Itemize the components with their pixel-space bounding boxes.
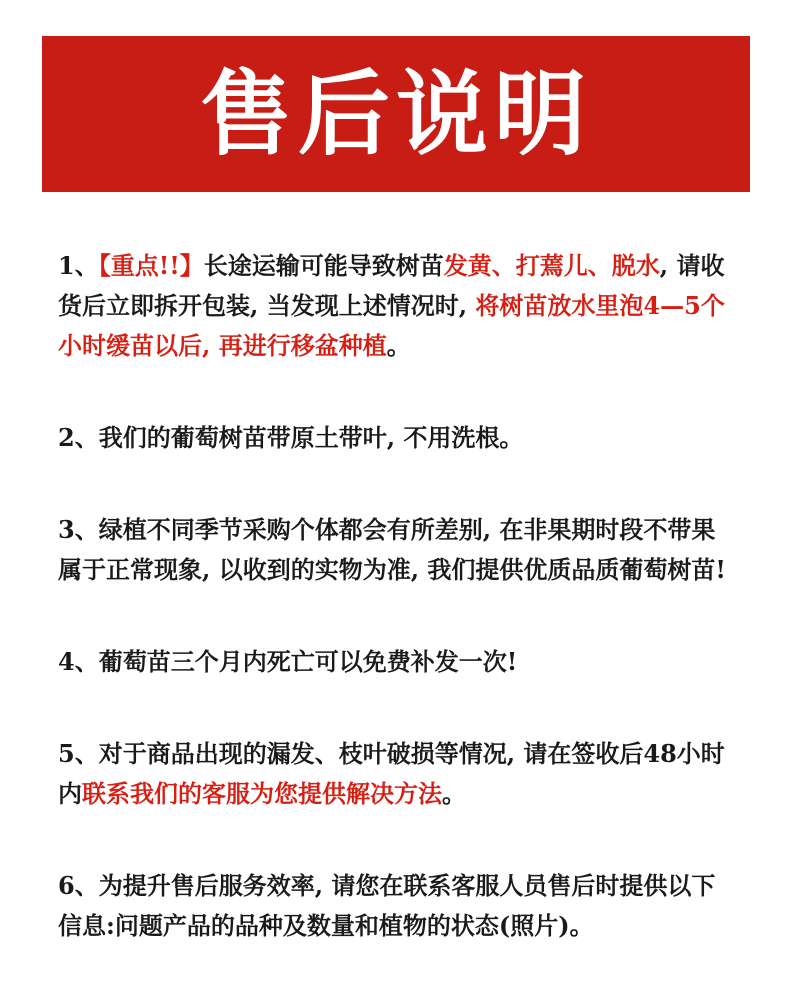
- notice-item-6-segment: 6、为提升售后服务效率, 请您在联系客服人员售后时提供以下信息:问题产品的品种及数量和植物的状态(照片)。: [58, 871, 716, 940]
- notice-item-5-segment: 联系我们的客服为您提供解决方法: [82, 779, 442, 808]
- page-title: 售后说明: [199, 60, 592, 168]
- notice-item-1-segment: 长途运输可能导致树苗: [203, 251, 444, 280]
- notice-item-2: [58, 418, 738, 458]
- notice-item-4-segment: 4、葡萄苗三个月内死亡可以免费补发一次!: [58, 647, 518, 676]
- notice-item-2-segment: 2、我们的葡萄树苗带原土带叶, 不用洗根。: [58, 423, 524, 452]
- notice-item-1-segment: 1、: [58, 251, 99, 280]
- notice-item-1-segment: 将树苗放水里泡4—5个小时缓苗以后, 再进行移盆种植: [58, 291, 725, 360]
- notice-item-3-segment: 3、绿植不同季节采购个体都会有所差别, 在非果期时段不带果属于正常现象, 以收到的实物为准, 我们提供优质品质葡萄树苗!: [58, 515, 726, 584]
- notice-item-1-segment: 。: [386, 331, 411, 360]
- notice-item-5: [58, 734, 738, 814]
- notice-item-6: [58, 866, 738, 946]
- notice-item-5-segment: 5、对于商品出现的漏发、枝叶破损等情况, 请在签收后48小时内: [58, 739, 725, 808]
- notice-item-1-segment: 发黄、打蔫儿、脱水: [443, 251, 660, 280]
- notice-item-5-segment: 。: [442, 779, 466, 808]
- notice-item-1-segment: 【重点!!】: [98, 251, 204, 280]
- notice-item-1: [58, 246, 738, 366]
- notice-item-4: [58, 642, 738, 682]
- notice-item-1-segment: , 请收货后立即拆开包装, 当发现上述情况时,: [58, 251, 725, 320]
- after-sales-content: [58, 246, 738, 998]
- title-banner: [42, 36, 750, 192]
- notice-item-3: [58, 510, 738, 590]
